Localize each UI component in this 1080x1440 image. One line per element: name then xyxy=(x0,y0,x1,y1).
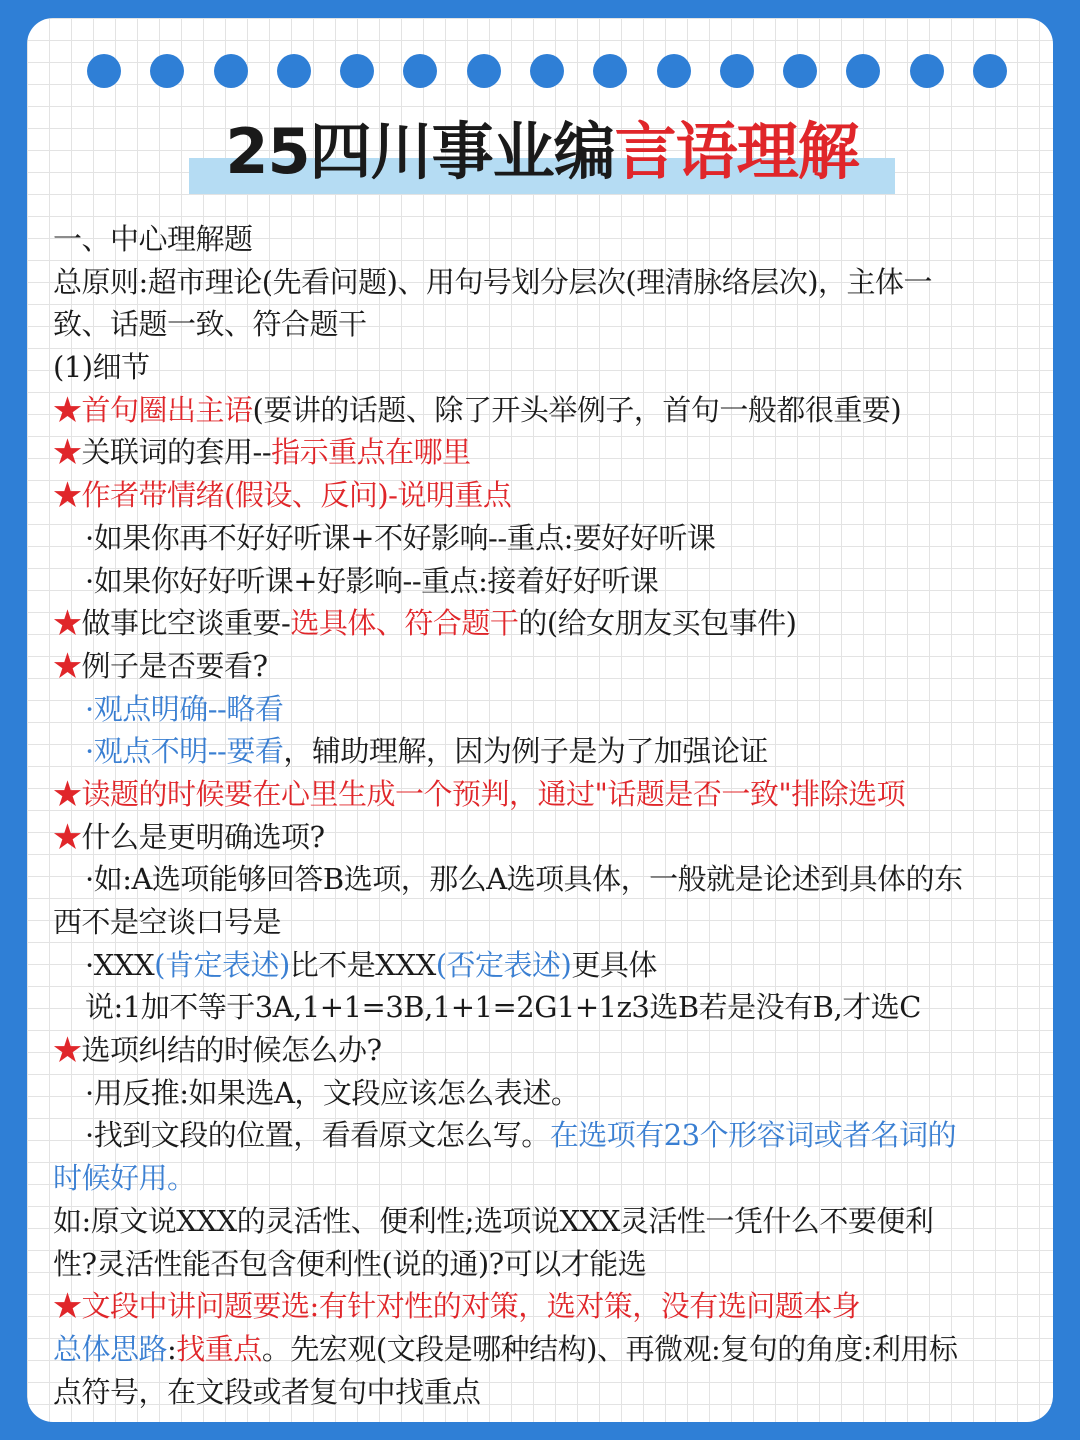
bullet-line: ★读题的时候要在心里生成一个预判，通过"话题是否一致"排除选项 xyxy=(53,776,906,811)
notebook-card xyxy=(27,18,1053,1422)
red-text: 选具体、符合题干 xyxy=(290,606,519,641)
blue-text: 在选项有23个形容词或者名词的 xyxy=(549,1118,957,1153)
binder-hole xyxy=(467,54,501,88)
title-red-part: 言语理解 xyxy=(614,115,859,188)
sub-bullet-line: ·用反推:如果选A，文段应该怎么表述。 xyxy=(85,1075,580,1110)
sub-bullet-line: ·如果你再不好好听课+不好影响--重点:要好好听课 xyxy=(85,520,716,555)
text-line: 西不是空谈口号是 xyxy=(53,905,282,939)
blue-text: (否定表述) xyxy=(435,947,572,982)
bullet-line xyxy=(53,602,1033,645)
text: 什么是更明确选项? xyxy=(81,819,325,854)
subsection-heading: (1)细节 xyxy=(53,350,150,385)
section-heading: 一、中心理解题 xyxy=(53,222,253,256)
star-icon: ★ xyxy=(53,819,82,854)
binder-hole xyxy=(150,54,184,88)
bullet-line xyxy=(53,1029,1033,1072)
text-line: 致、话题一致、符合题干 xyxy=(53,307,367,342)
binder-hole xyxy=(87,54,121,88)
binder-hole xyxy=(910,54,944,88)
text-line: 点符号，在文段或者复句中找重点 xyxy=(53,1374,481,1409)
text: (要讲的话题、除了开头举例子，首句一般都很重要) xyxy=(252,392,902,427)
text: 比不是XXX xyxy=(289,947,436,982)
text-line: 总原则:超市理论(先看问题)、用句号划分层次(理清脉络层次)，主体一 xyxy=(53,264,933,299)
title-text xyxy=(187,114,897,190)
bullet-line xyxy=(53,816,1033,859)
binder-hole xyxy=(277,54,311,88)
text: ·XXX xyxy=(85,947,155,982)
bullet-line xyxy=(53,431,1033,474)
text: 更具体 xyxy=(571,947,657,982)
text: 做事比空谈重要- xyxy=(81,606,291,641)
text: 例子是否要看? xyxy=(81,648,268,683)
text: : xyxy=(167,1331,177,1366)
binder-hole xyxy=(593,54,627,88)
red-text: 找重点 xyxy=(176,1331,262,1366)
text-line: 时候好用。 xyxy=(53,1161,196,1196)
bullet-line: ★作者带情绪(假设、反问)-说明重点 xyxy=(53,478,512,513)
text-line: 说:1加不等于3A,1+1=3B,1+1=2G1+1z3选B若是没有B,才选C xyxy=(85,990,921,1025)
text: 的(给女朋友买包事件) xyxy=(518,606,797,641)
text: 。先宏观(文段是哪种结构)、再微观:复句的角度:利用标 xyxy=(261,1331,958,1366)
notes-content xyxy=(53,218,1033,1413)
blue-text: ·观点不明--要看 xyxy=(85,734,284,769)
text: 关联词的套用-- xyxy=(81,435,272,470)
text: ·找到文段的位置，看看原文怎么写。 xyxy=(85,1118,550,1153)
binder-hole xyxy=(783,54,817,88)
sub-bullet-line xyxy=(53,730,1033,773)
title-black-part: 25四川事业编 xyxy=(225,115,615,188)
binder-hole xyxy=(214,54,248,88)
sub-bullet-line: ·观点明确--略看 xyxy=(85,691,284,726)
sub-bullet-line: ·如果你好好听课+好影响--重点:接着好好听课 xyxy=(85,563,659,598)
binder-hole xyxy=(973,54,1007,88)
star-icon: ★ xyxy=(53,1033,82,1068)
binder-hole xyxy=(530,54,564,88)
binder-hole xyxy=(340,54,374,88)
binder-hole xyxy=(720,54,754,88)
binder-hole xyxy=(657,54,691,88)
text: 选项纠结的时候怎么办? xyxy=(81,1033,382,1068)
star-icon: ★ xyxy=(53,435,82,470)
star-icon: ★ xyxy=(53,648,82,683)
binder-holes xyxy=(87,54,1007,88)
red-text: 指示重点在哪里 xyxy=(271,435,471,470)
binder-hole xyxy=(403,54,437,88)
star-icon: ★ xyxy=(53,606,82,641)
blue-text: (肯定表述) xyxy=(154,947,290,982)
text-line: 如:原文说XXX的灵活性、便利性;选项说XXX灵活性一凭什么不要便利 xyxy=(53,1203,934,1238)
sub-bullet-line xyxy=(53,1114,1033,1157)
sub-bullet-line: ·如:A选项能够回答B选项，那么A选项具体，一般就是论述到具体的东 xyxy=(85,862,963,897)
red-text: ★首句圈出主语 xyxy=(53,392,253,427)
sub-bullet-line xyxy=(53,944,1033,987)
blue-text: 总体思路 xyxy=(53,1331,168,1366)
text-line xyxy=(53,1328,1033,1371)
bullet-line xyxy=(53,389,1033,432)
bullet-line xyxy=(53,645,1033,688)
bullet-line: ★文段中讲问题要选:有针对性的对策，选对策，没有选问题本身 xyxy=(53,1289,861,1324)
text-line: 性?灵活性能否包含便利性(说的通)?可以才能选 xyxy=(53,1246,647,1281)
text: ，辅助理解，因为例子是为了加强论证 xyxy=(283,734,768,769)
binder-hole xyxy=(846,54,880,88)
page-title xyxy=(187,114,897,194)
